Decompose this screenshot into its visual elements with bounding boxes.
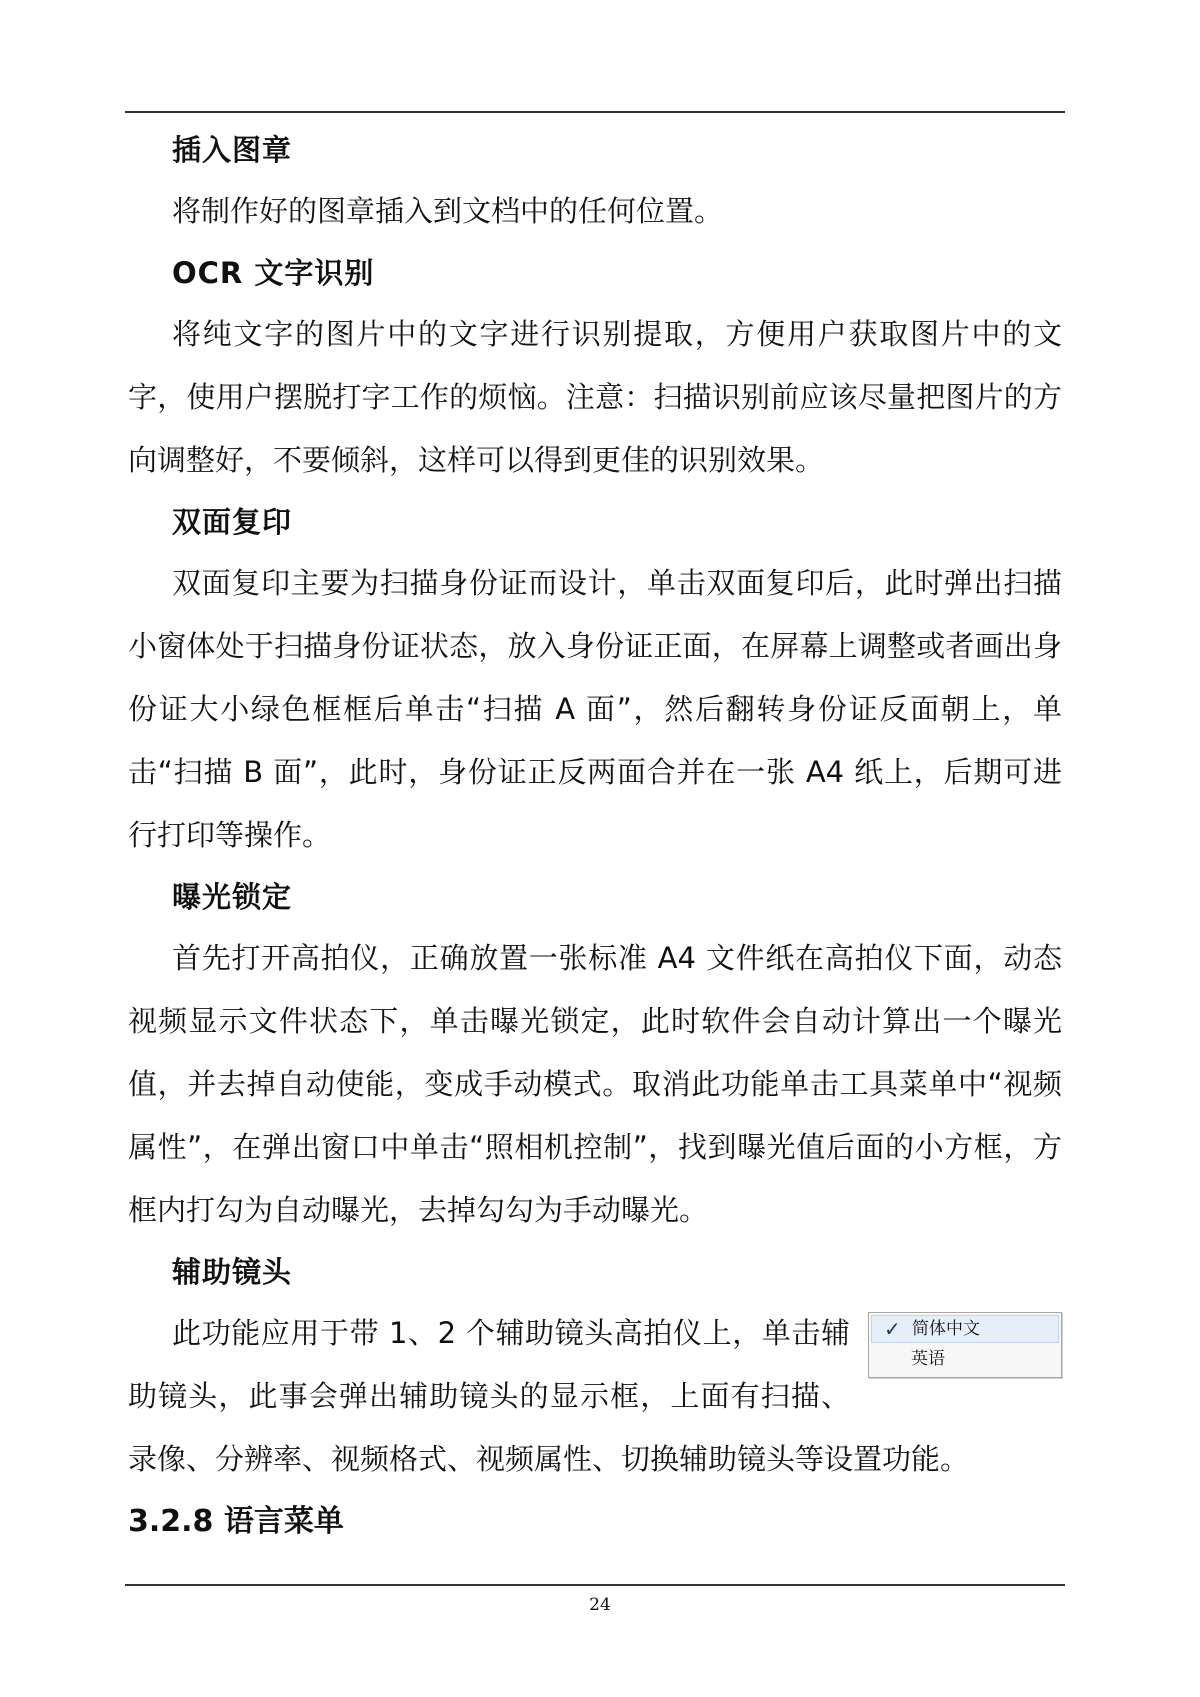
menu-item-label: 英语	[911, 1349, 945, 1369]
section-title: 3.2.8 语言菜单	[128, 1504, 344, 1539]
heading-insert-stamp: 插入图章	[172, 133, 293, 167]
paragraph-ocr: 将纯文字的图片中的文字进行识别提取，方便用户获取图片中的文字，使用户摆脱打字工作的烦恼。注意：扫描识别前应该尽量把图片的方向调整好，不要倾斜，这样可以得到更佳的识别效果。	[128, 317, 1062, 477]
heading-exposure-lock: 曝光锁定	[172, 880, 293, 914]
paragraph-duplex-copy: 双面复印主要为扫描身份证而设计，单击双面复印后，此时弹出扫描小窗体处于扫描身份证状态，放入身份证正面，在屏幕上调整或者画出身份证大小绿色框框后单击“扫描 A 面”，然后翻转身份证反面朝上，单击“扫描 B 面”，此时，身份证正反两面合并在一张 A4 纸上，后期可进行打印等操作。	[128, 566, 1062, 852]
language-menu	[868, 1312, 1062, 1378]
heading-aux-lens: 辅助镜头	[172, 1255, 293, 1289]
footer-rule	[125, 1584, 1065, 1586]
paragraph-insert-stamp: 将制作好的图章插入到文档中的任何位置。	[172, 194, 724, 228]
menu-item-label: 简体中文	[912, 1319, 980, 1339]
paragraph-aux-lens	[128, 1302, 1062, 1491]
page-number: 24	[589, 1595, 611, 1615]
paragraph-aux-lens-text: 此功能应用于带 1、2 个辅助镜头高拍仪上，单击辅助镜头，此事会弹出辅助镜头的显示框，上面有扫描、录像、分辨率、视频格式、视频属性、切换辅助镜头等设置功能。	[128, 1316, 970, 1476]
heading-ocr: OCR 文字识别	[172, 256, 375, 290]
paragraph-exposure-lock: 首先打开高拍仪，正确放置一张标准 A4 文件纸在高拍仪下面，动态视频显示文件状态下，单击曝光锁定，此时软件会自动计算出一个曝光值，并去掉自动使能，变成手动模式。取消此功能单击工具菜单中“视频属性”，在弹出窗口中单击“照相机控制”，找到曝光值后面的小方框，方框内打勾为自动曝光，去掉勾勾为手动曝光。	[128, 941, 1062, 1227]
check-icon: ✓	[884, 1317, 901, 1341]
heading-duplex-copy: 双面复印	[172, 505, 293, 539]
header-rule	[125, 111, 1065, 113]
menu-item-simplified-chinese[interactable]	[871, 1315, 1059, 1343]
document-body	[128, 120, 1062, 1553]
menu-item-english[interactable]	[871, 1345, 1059, 1374]
